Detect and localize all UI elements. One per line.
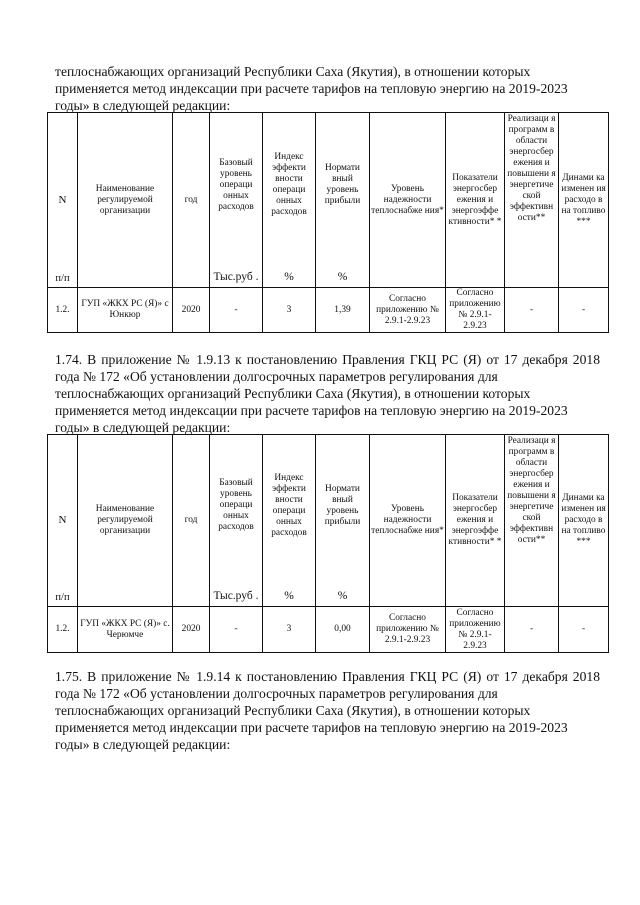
cell-profit: 0,00 bbox=[316, 607, 370, 653]
cell-year: 2020 bbox=[173, 288, 210, 333]
paragraph-line: теплоснабжающих организаций Республики Саха (Якутия), в отношении которых bbox=[55, 64, 531, 79]
header-npp: п/п bbox=[55, 273, 70, 284]
cell-org: ГУП «ЖКХ РС (Я)» с Юнкюр bbox=[78, 288, 173, 333]
header-efficiency-unit: % bbox=[284, 590, 294, 602]
cell-indicators: Согласно приложению № 2.9.1- 2.9.23 bbox=[446, 288, 505, 333]
header-reliability: Уровень надежности теплоснабже ния* bbox=[370, 435, 446, 607]
table-row bbox=[48, 288, 609, 333]
header-fuel-dynamics: Динами ка изменен ия расходо в на топливо *** bbox=[559, 435, 609, 607]
table-row bbox=[48, 607, 609, 653]
header-fuel-dynamics: Динами ка изменен ия расходо в на топливо *** bbox=[559, 113, 609, 288]
header-program-realization: Реализаци я программ в области энергосбер ежения и повышени я энергетиче ской эффективн ости** bbox=[505, 113, 559, 288]
cell-fuel: - bbox=[559, 607, 609, 653]
header-year: год bbox=[173, 435, 210, 607]
cell-program: - bbox=[505, 607, 559, 653]
header-number: N п/п bbox=[48, 435, 78, 607]
header-number: N п/п bbox=[48, 113, 78, 288]
paragraph-line: теплоснабжающих организаций Республики Саха (Якутия), в отношении которых bbox=[55, 703, 531, 718]
header-profit-unit: % bbox=[337, 590, 348, 602]
header-efficiency-index: Индекс эффекти вности операци онных расходов % bbox=[263, 435, 316, 607]
paragraph-line: применяется метод индексации при расчете тарифов на тепловую энергию на 2019-2023 bbox=[55, 720, 568, 735]
paragraph-line: 1.74. В приложение № 1.9.13 к постановлению Правления ГКЦ РС (Я) от 17 декабря 2018 bbox=[55, 352, 600, 367]
paragraph-line: теплоснабжающих организаций Республики Саха (Якутия), в отношении которых bbox=[55, 386, 531, 401]
cell-reliability: Согласно приложению № 2.9.1-2.9.23 bbox=[370, 607, 446, 653]
header-org-name: Наименование регулируемой организации bbox=[78, 113, 173, 288]
intro-paragraph bbox=[55, 63, 600, 114]
table-header-row bbox=[48, 113, 609, 288]
cell-profit: 1,39 bbox=[316, 288, 370, 333]
header-profit-unit: % bbox=[337, 271, 348, 283]
header-reliability: Уровень надежности теплоснабже ния* bbox=[370, 113, 446, 288]
cell-number: 1.2. bbox=[48, 607, 78, 653]
paragraph-line: 1.75. В приложение № 1.9.14 к постановлению Правления ГКЦ РС (Я) от 17 декабря 2018 bbox=[55, 669, 600, 684]
paragraph-1-75 bbox=[55, 668, 600, 753]
header-year: год bbox=[173, 113, 210, 288]
paragraph-line: применяется метод индексации при расчете тарифов на тепловую энергию на 2019-2023 bbox=[55, 403, 568, 418]
cell-org: ГУП «ЖКХ РС (Я)» с. Черюмче bbox=[78, 607, 173, 653]
header-org-name: Наименование регулируемой организации bbox=[78, 435, 173, 607]
header-base-level: Базовый уровень операци онных расходов Тыс.руб . bbox=[210, 113, 263, 288]
cell-program: - bbox=[505, 288, 559, 333]
tariff-table-1 bbox=[47, 112, 609, 333]
cell-base: - bbox=[210, 288, 263, 333]
header-profit-level: Нормати вный уровень прибыли % bbox=[316, 113, 370, 288]
cell-number: 1.2. bbox=[48, 288, 78, 333]
paragraph-line: годы» в следующей редакции: bbox=[55, 98, 231, 113]
cell-reliability: Согласно приложению № 2.9.1-2.9.23 bbox=[370, 288, 446, 333]
header-energy-indicators: Показатели энергосбер ежения и энергоэффе ктивности* * bbox=[446, 435, 505, 607]
header-energy-indicators: Показатели энергосбер ежения и энергоэффе ктивности* * bbox=[446, 113, 505, 288]
header-base-unit: Тыс.руб . bbox=[213, 271, 259, 283]
header-program-realization: Реализаци я программ в области энергосбер ежения и повышени я энергетиче ской эффективн ости** bbox=[505, 435, 559, 607]
cell-year: 2020 bbox=[173, 607, 210, 653]
cell-base: - bbox=[210, 607, 263, 653]
paragraph-line: годы» в следующей редакции: bbox=[55, 420, 231, 435]
paragraph-line: года № 172 «Об установлении долгосрочных параметров регулирования для bbox=[55, 686, 498, 701]
header-profit-level: Нормати вный уровень прибыли % bbox=[316, 435, 370, 607]
cell-index: 3 bbox=[263, 288, 316, 333]
cell-index: 3 bbox=[263, 607, 316, 653]
tariff-table-2 bbox=[47, 434, 609, 653]
paragraph-line: годы» в следующей редакции: bbox=[55, 737, 231, 752]
paragraph-line: года № 172 «Об установлении долгосрочных параметров регулирования для bbox=[55, 369, 498, 384]
header-npp: п/п bbox=[55, 592, 70, 603]
header-efficiency-unit: % bbox=[284, 271, 294, 283]
header-efficiency-index: Индекс эффекти вности операци онных расходов % bbox=[263, 113, 316, 288]
paragraph-line: применяется метод индексации при расчете тарифов на тепловую энергию на 2019-2023 bbox=[55, 81, 568, 96]
table-header-row bbox=[48, 435, 609, 607]
cell-fuel: - bbox=[559, 288, 609, 333]
header-base-level: Базовый уровень операци онных расходов Тыс.руб . bbox=[210, 435, 263, 607]
cell-indicators: Согласно приложению № 2.9.1- 2.9.23 bbox=[446, 607, 505, 653]
paragraph-1-74 bbox=[55, 351, 600, 436]
header-base-unit: Тыс.руб . bbox=[213, 590, 259, 602]
